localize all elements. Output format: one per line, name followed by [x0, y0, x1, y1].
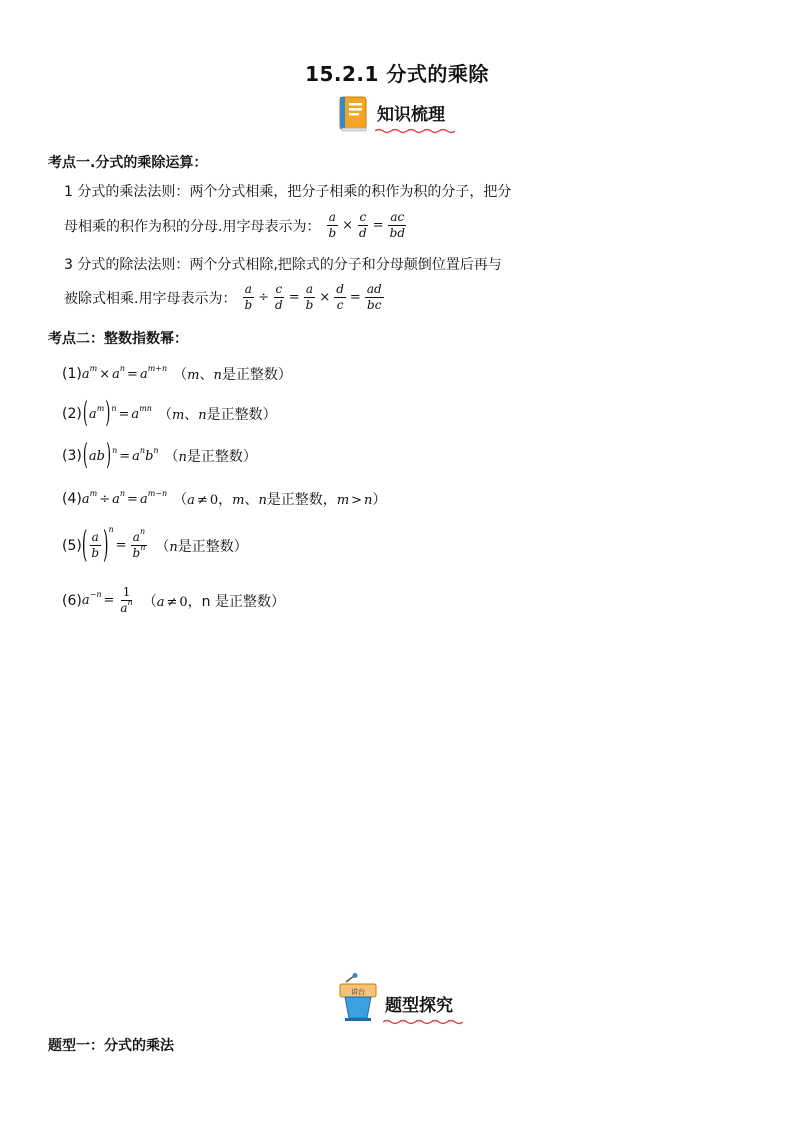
exponent-rule-1: (1) $a^m$ × $a^n$ = $a^{m+n}$ （m、n是正整数）: [62, 363, 292, 383]
division-rule-formula-line: [64, 282, 386, 313]
wave-underline: [375, 128, 455, 134]
exponent-rule-3: (3) ( ab ) $^n$ = $a^nb^n$ （n是正整数）: [62, 439, 257, 473]
rule-note-4: 是正整数，: [266, 492, 337, 508]
rule-note-6: n 是正整数）: [201, 593, 285, 610]
rule-label-4: (4): [62, 491, 82, 507]
multiplication-rule-cont: 母相乘的积作为积的分母.用字母表示为：: [64, 218, 321, 235]
multiplication-rule-text: 1 分式的乘法法则：两个分式相乘，把分子相乘的积作为积的分子，把分: [64, 184, 512, 200]
division-formula: $\frac{a}{b}$ ÷ $\frac{c}{d}$ = $\frac{a}{b}$ × $\frac{d}{c}$ = $\frac{ad}{bc}$: [244, 282, 382, 312]
section-heading-2: 考点二：整数指数幂：: [48, 331, 188, 347]
exponent-rule-6: (6) $a^{-n}$ = $\frac{1}{a^n}$ （a ≠ 0，n 是正整数）: [62, 585, 285, 615]
exponent-rule-4: (4) $a^m$ ÷ $a^n$ = $a^{m-n}$ （a ≠ 0，m、n是正整数，m > n）: [62, 488, 387, 508]
section-heading-1: 考点一.分式的乘除运算：: [48, 155, 208, 171]
division-rule-cont: 被除式相乘.用字母表示为：: [64, 290, 237, 307]
rule-note-5: 是正整数）: [177, 538, 248, 555]
rule-label-1: (1): [62, 366, 82, 382]
rule-label-3: (3): [62, 448, 82, 464]
rule-label-6: (6): [62, 592, 82, 609]
exponent-rule-5: (5) ( $\frac{a}{b}$ ) $^n$ = $\frac{a^n}{b^n}$ （n是正整数）: [62, 524, 248, 567]
podium-icon: [337, 972, 379, 1022]
rule-note-1: 是正整数）: [221, 367, 292, 383]
svg-text:讲台: 讲台: [351, 988, 365, 996]
book-icon: [337, 96, 371, 132]
rule-note-2: 是正整数）: [206, 407, 277, 423]
exploration-banner: [337, 972, 453, 1022]
section-heading-3: 题型一：分式的乘法: [48, 1038, 174, 1054]
rule-label-5: (5): [62, 537, 82, 554]
multiplication-rule-formula-line: [64, 210, 409, 241]
page-title: 15.2.1 分式的乘除: [305, 62, 489, 86]
division-rule-text: 3 分式的除法法则：两个分式相除,把除式的分子和分母颠倒位置后再与: [64, 257, 502, 273]
wave-underline-2: [383, 1019, 463, 1025]
exponent-rule-2: (2) ( $a^m$ ) $^n$ = $a^{mn}$ （m、n是正整数）: [62, 397, 277, 431]
rule-label-2: (2): [62, 406, 82, 422]
exploration-banner-label: 题型探究: [385, 991, 453, 1019]
rule-note-3: 是正整数）: [186, 449, 257, 465]
knowledge-banner-label: 知识梳理: [377, 100, 445, 128]
multiplication-formula: $\frac{a}{b}$ × $\frac{c}{d}$ = $\frac{ac}{bd}$: [328, 210, 406, 240]
knowledge-banner: [337, 96, 445, 132]
